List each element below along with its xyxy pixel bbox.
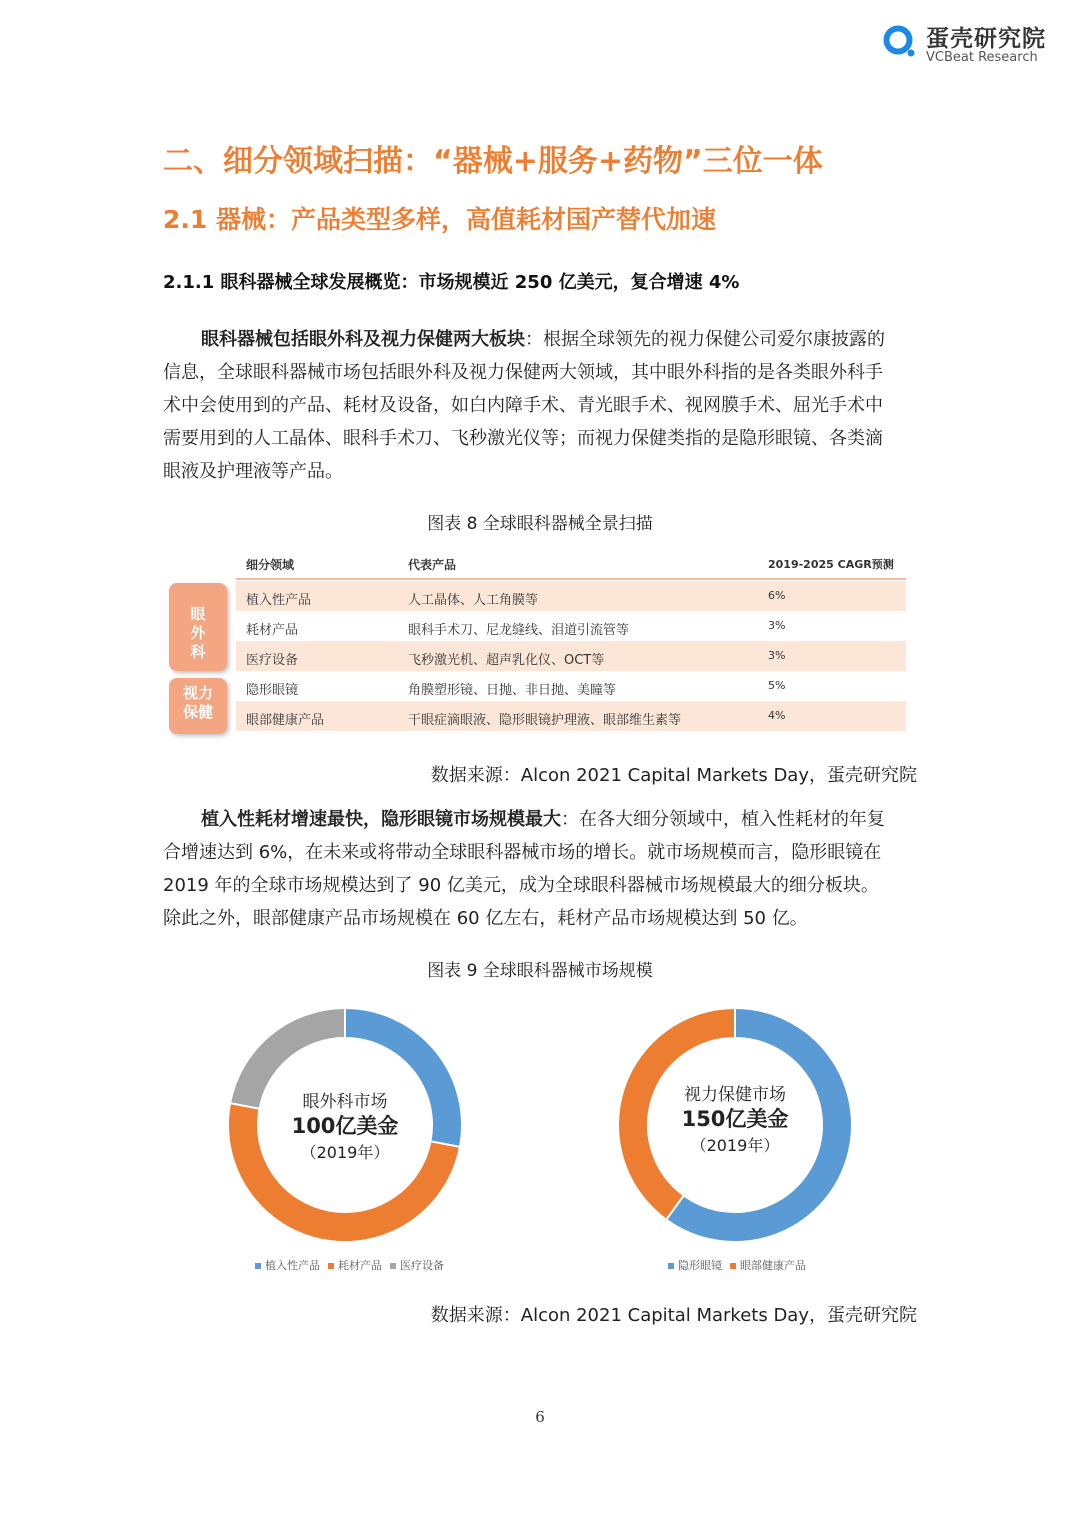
cell-products: 人工晶体、人工角膜等 [408,593,539,608]
paragraph-line [163,323,919,356]
legend-swatch [730,1263,736,1269]
figure8-table [163,545,915,741]
legend-label: 植入性产品 [265,1259,320,1272]
group-label-eye-surgery [169,583,227,671]
legend-label: 隐形眼镜 [678,1259,722,1272]
cell-cagr: 3% [768,649,786,662]
legend-item [668,1259,722,1272]
section-title: 二、细分领域扫描：“器械+服务+药物”三位一体 [163,144,823,179]
legend-swatch [255,1263,261,1269]
legend-item [255,1259,320,1272]
legend-swatch [668,1263,674,1269]
table-row [236,671,906,701]
cell-segment: 医疗设备 [246,653,299,668]
group-label-vision-care [169,678,227,734]
paragraph-line [163,803,919,836]
donut-title: 视力保健市场 [684,1085,786,1105]
cell-segment: 植入性产品 [246,593,312,608]
eye-surgery-center-label [255,1087,435,1163]
legend-item [328,1259,382,1272]
donut-value: 150亿美金 [681,1107,789,1131]
paragraph-line: 眼液及护理液等产品。 [163,461,343,482]
paragraph-line: 除此之外，眼部健康产品市场规模在 60 亿左右，耗材产品市场规模达到 50 亿。 [163,908,808,929]
figure8-source: 数据来源：Alcon 2021 Capital Markets Day，蛋壳研究院 [430,765,917,786]
paragraph-line: 合增速达到 6%，在未来或将带动全球眼科器械市场的增长。就市场规模而言，隐形眼镜在 [163,842,882,863]
paragraph-line: 术中会使用到的产品、耗材及设备，如白内障手术、青光眼手术、视网膜手术、屈光手术中 [163,395,883,416]
figure9-source: 数据来源：Alcon 2021 Capital Markets Day，蛋壳研究院 [430,1305,917,1326]
logo-mark-icon [882,24,916,58]
header-products: 代表产品 [408,558,457,572]
table-header [236,548,906,580]
group-char: 眼 [190,605,206,623]
paragraph-2 [163,803,919,935]
legend-label: 医疗设备 [400,1259,444,1272]
logo-chinese-name: 蛋壳研究院 [926,26,1046,52]
donut-value: 100亿美金 [291,1114,399,1138]
table-row [236,611,906,641]
donut-year: （2019年） [300,1143,390,1162]
cell-products: 飞秒激光机、超声乳化仪、OCT等 [408,653,605,668]
table-row [236,581,906,611]
subsection-title: 2.1 器械：产品类型多样，高值耗材国产替代加速 [163,205,716,234]
header-segment: 细分领域 [246,558,295,572]
vision-care-legend [668,1257,814,1273]
eye-surgery-legend [255,1257,452,1273]
vcbeat-logo [880,18,1060,64]
paragraph-lead: 眼科器械包括眼外科及视力保健两大板块 [201,329,525,350]
cell-segment: 眼部健康产品 [246,713,325,728]
paragraph-line: 信息，全球眼科器械市场包括眼外科及视力保健两大领域，其中眼外科指的是各类眼外科手 [163,362,883,383]
paragraph-lead: 植入性耗材增速最快，隐形眼镜市场规模最大 [201,809,561,830]
cell-segment: 耗材产品 [246,623,299,638]
figure8-caption: 图表 8 全球眼科器械全景扫描 [427,514,653,534]
group-char: 外 [190,624,206,642]
legend-swatch [328,1263,334,1269]
page-number: 6 [535,1408,545,1426]
subsubsection-title: 2.1.1 眼科器械全球发展概览：市场规模近 250 亿美元，复合增速 4% [163,272,740,293]
cell-cagr: 6% [768,589,786,602]
donut-title: 眼外科市场 [302,1092,388,1112]
cell-cagr: 3% [768,619,786,632]
paragraph-1 [163,323,919,488]
figure9-caption: 图表 9 全球眼科器械市场规模 [427,961,653,981]
group-char: 保健 [182,703,213,721]
table-row [236,641,906,671]
legend-item [390,1259,444,1272]
paragraph-line: 2019 年的全球市场规模达到了 90 亿美元，成为全球眼科器械市场规模最大的细分板块。 [163,875,879,896]
vision-care-center-label [645,1080,825,1156]
group-char: 视力 [182,684,213,702]
header-cagr: 2019-2025 CAGR预测 [768,558,894,571]
legend-swatch [390,1263,396,1269]
logo-english-name: VCBeat Research [926,50,1038,65]
paragraph-text: ：在各大细分领域中，植入性耗材的年复 [561,809,885,830]
legend-item [730,1259,806,1272]
cell-cagr: 4% [768,709,786,722]
cell-segment: 隐形眼镜 [246,683,299,698]
paragraph-line: 需要用到的人工晶体、眼科手术刀、飞秒激光仪等；而视力保健类指的是隐形眼镜、各类滴 [163,428,883,449]
cell-products: 干眼症滴眼液、隐形眼镜护理液、眼部维生素等 [408,713,682,728]
cell-products: 眼科手术刀、尼龙缝线、泪道引流管等 [408,623,630,638]
donut-year: （2019年） [690,1136,780,1155]
cell-products: 角膜塑形镜、日抛、非日抛、美瞳等 [408,683,617,698]
legend-label: 耗材产品 [338,1259,382,1272]
table-row [236,701,906,731]
group-char: 科 [190,643,206,661]
legend-label: 眼部健康产品 [740,1259,806,1272]
cell-cagr: 5% [768,679,786,692]
paragraph-text: ：根据全球领先的视力保健公司爱尔康披露的 [525,329,885,350]
